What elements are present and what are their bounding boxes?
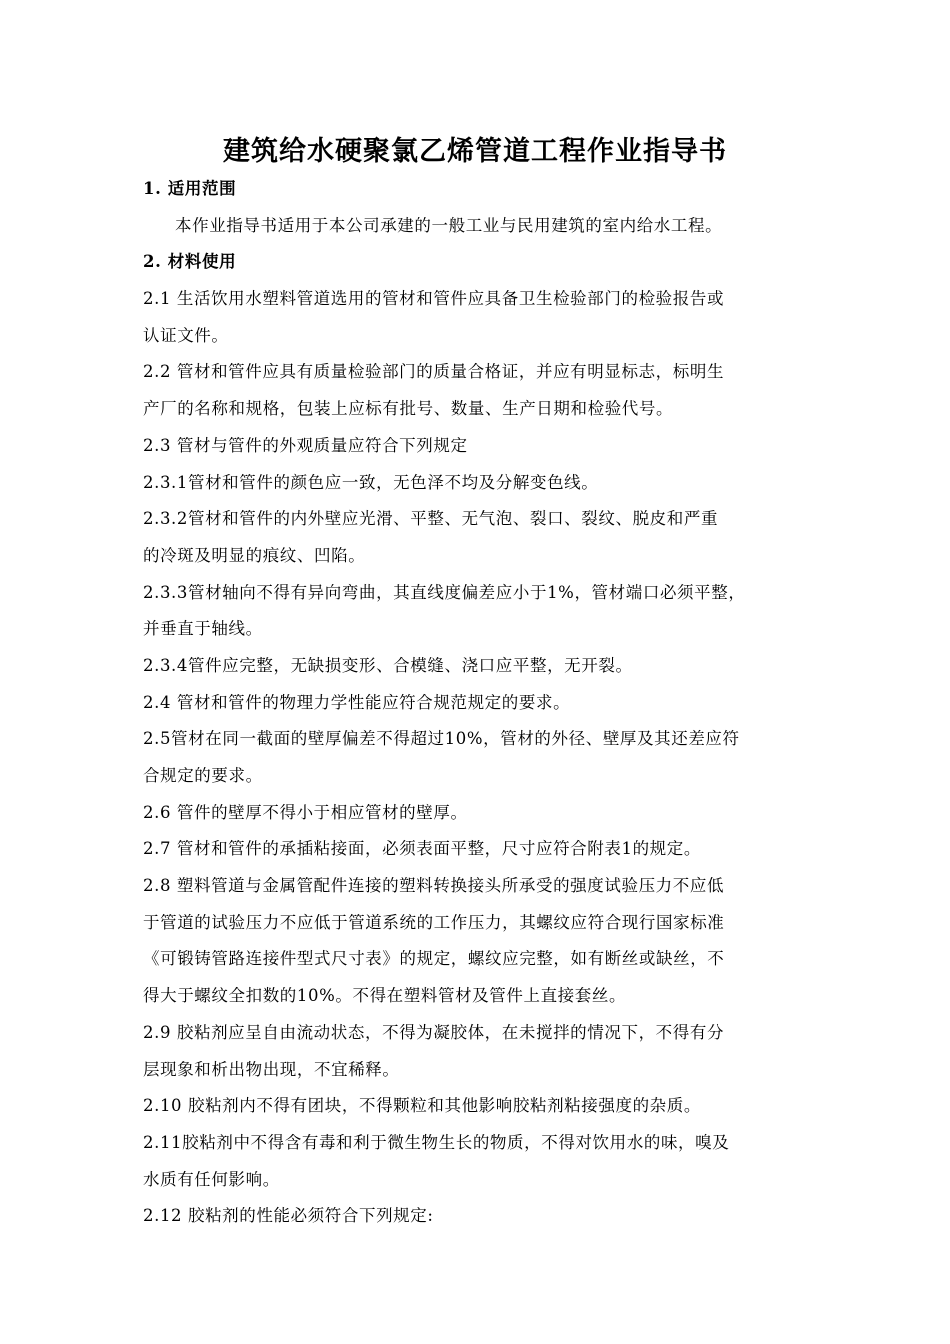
- paragraph-line: 2.1 生活饮用水塑料管道选用的管材和管件应具备卫生检验部门的检验报告或: [143, 289, 725, 309]
- paragraph-line: 水质有任何影响。: [143, 1169, 280, 1189]
- paragraph-line: 2.12 胶粘剂的性能必须符合下列规定:: [143, 1206, 434, 1226]
- section-heading: 1. 适用范围: [143, 179, 237, 198]
- paragraph-line: 2.9 胶粘剂应呈自由流动状态，不得为凝胶体，在未搅拌的情况下，不得有分: [143, 1022, 725, 1042]
- paragraph-line: 2.3.4管件应完整，无缺损变形、合模缝、浇口应平整，无开裂。: [143, 655, 633, 675]
- paragraph-line: 2.10 胶粘剂内不得有团块，不得颗粒和其他影响胶粘剂粘接强度的杂质。: [143, 1096, 701, 1116]
- paragraph-line: 于管道的试验压力不应低于管道系统的工作压力，其螺纹应符合现行国家标准: [143, 912, 725, 932]
- paragraph-line: 2.4 管材和管件的物理力学性能应符合规范规定的要求。: [143, 692, 571, 712]
- paragraph-line: 2.11胶粘剂中不得含有毒和利于微生物生长的物质，不得对饮用水的味，嗅及: [143, 1132, 730, 1152]
- paragraph-line: 《可锻铸管路连接件型式尺寸表》的规定，螺纹应完整，如有断丝或缺丝，不: [143, 949, 725, 969]
- paragraph-line: 层现象和析出物出现，不宜稀释。: [143, 1059, 400, 1079]
- paragraph-line: 2.5管材在同一截面的壁厚偏差不得超过10%，管材的外径、壁厚及其还差应符: [143, 729, 740, 749]
- paragraph-line: 2.2 管材和管件应具有质量检验部门的质量合格证，并应有明显标志，标明生: [143, 362, 725, 382]
- section-heading: 2. 材料使用: [143, 252, 237, 272]
- document-body: [143, 171, 823, 1235]
- paragraph-line: 2.7 管材和管件的承插粘接面，必须表面平整，尺寸应符合附表1的规定。: [143, 839, 701, 859]
- paragraph-line: 得大于螺纹全扣数的10%。不得在塑料管材及管件上直接套丝。: [143, 986, 627, 1006]
- paragraph-line: 产厂的名称和规格，包装上应标有批号、数量、生产日期和检验代号。: [143, 399, 674, 419]
- paragraph-line: 并垂直于轴线。: [143, 619, 263, 639]
- paragraph-line: 合规定的要求。: [143, 766, 263, 785]
- paragraph-line: 2.3.3管材轴向不得有异向弯曲，其直线度偏差应小于1%，管材端口必须平整，: [143, 582, 746, 602]
- paragraph-line: 的冷斑及明显的痕纹、凹陷。: [143, 545, 366, 565]
- paragraph-line: 认证文件。: [143, 325, 229, 345]
- paragraph-line: 2.6 管件的壁厚不得小于相应管材的壁厚。: [143, 802, 468, 822]
- paragraph-line: 2.8 塑料管道与金属管配件连接的塑料转换接头所承受的强度试验压力不应低: [143, 876, 725, 896]
- paragraph-line: 2.3.2管材和管件的内外壁应光滑、平整、无气泡、裂口、裂纹、脱皮和严重: [143, 509, 719, 529]
- paragraph-line: 本作业指导书适用于本公司承建的一般工业与民用建筑的室内给水工程。: [175, 215, 723, 235]
- paragraph-line: 2.3 管材与管件的外观质量应符合下列规定: [143, 435, 468, 455]
- paragraph-line: 2.3.1管材和管件的颜色应一致，无色泽不均及分解变色线。: [143, 472, 599, 492]
- document-title: 建筑给水硬聚氯乙烯管道工程作业指导书: [223, 136, 727, 167]
